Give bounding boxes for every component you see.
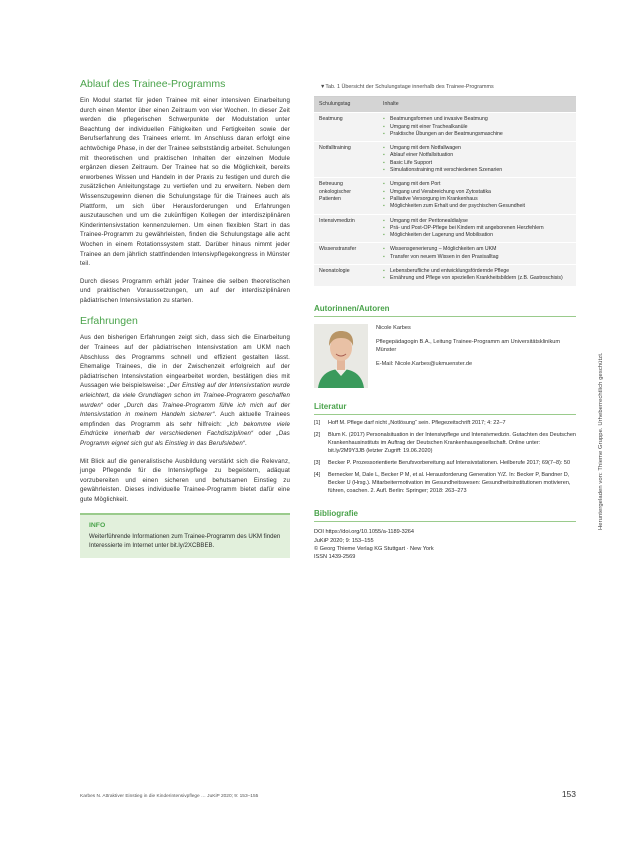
table-row (314, 243, 576, 265)
author-card (314, 324, 576, 388)
reference-item (314, 471, 576, 495)
table-cell-inhalte (378, 243, 576, 265)
list-item: ▪ Wissensgenerierung – Möglichkeiten am UKM (383, 246, 571, 253)
table-cell-inhalte (378, 113, 576, 142)
reference-number: [4] (314, 472, 321, 479)
table-header-inhalte: Inhalte (378, 97, 576, 113)
reference-item (314, 431, 576, 455)
bibliografie-line: JuKiP 2020; 9: 153–155 (314, 537, 374, 544)
list-item: ▪ Praktische Übungen an der Beatmungsmaschine (383, 131, 571, 138)
reference-number: [2] (314, 431, 321, 438)
list-item: ▪ Möglichkeiten der Lagerung und Mobilisation (383, 232, 571, 239)
table-row (314, 142, 576, 178)
reference-item (314, 419, 576, 427)
reference-text: Hoff M. Pflege darf nicht „Notlösung“ sein. Pflegezeitschrift 2017; 4: 22–7 (328, 419, 506, 426)
reference-number: [3] (314, 460, 321, 467)
text-run: oder (103, 401, 125, 409)
table-header-row (314, 97, 576, 113)
bibliografie-heading: Bibliografie (314, 509, 576, 522)
list-item: ▪ Transfer von neuem Wissen in den Praxisalltag (383, 254, 571, 261)
info-box (80, 513, 290, 558)
table-cell-inhalte (378, 214, 576, 243)
paragraph-erfahrungen-2: Mit Blick auf die generalistische Ausbildung verstärkt sich die Relevanz, junge Pflegende für die Intensivpflege zu begeistern, adäquat vorzubereiten und einen sicheren und behutsamen Einstieg zu gewährleisten. Dieses individuelle Trainee-Programm bietet dafür eine gute Möglichkeit. (80, 457, 290, 503)
author-name: Nicole Karbes (376, 324, 411, 331)
text-run: oder (253, 430, 277, 438)
table-cell-schulungstag: Beatmung (314, 113, 378, 142)
side-copyright-note: Heruntergeladen von: Thieme Gruppe. Urheberrechtlich geschützt. (598, 352, 604, 530)
content-list (383, 145, 571, 174)
info-text: Weiterführende Informationen zum Trainee-Programm des UKM finden Interessierte im Internet unter bit.ly/2XCBBEB. (89, 532, 281, 549)
list-item: ▪ Simulationstraining mit verschiedenen Szenarien (383, 167, 571, 174)
list-item: ▪ Umgang mit dem Port (383, 181, 571, 188)
bibliografie-block (314, 528, 576, 561)
list-item: ▪ Umgang mit einer Trachealkanüle (383, 124, 571, 131)
list-item: ▪ Basic Life Support (383, 160, 571, 167)
quote: „Das Programm eignet sich gut als Einstieg in das Berufsleben“ (80, 430, 290, 447)
table-cell-schulungstag: Neonatologie (314, 265, 378, 286)
paragraph-erfahrungen-1 (80, 333, 290, 448)
content-list (383, 268, 571, 283)
reference-list (314, 419, 576, 496)
paragraph-ablauf-1: Ein Modul startet für jeden Trainee mit einer intensiven Einarbeitung durch einen Mentor über einen Zeitraum von vier Wochen. In dieser Zeit werden die pflegerischen Schwerpunkte der Modulstation unter Beachtung der individuellen Fähigkeiten und Fertigkeiten sowie der Berufserfahrung des Trainees erlernt. Im Anschluss daran erfolgt eine achtwöchige Phase, in der der Trainee selbstständig arbeitet. Schulungen mit theoretischen und praktischen Inhalten der einzelnen Module ergänzen diesen Zeitraum. Der Trainee hat so die Möglichkeit, bereits erworbenes Wissen und Handeln in der Praxis zu festigen und durch die zusätzlichen Anleitungstage zu vertiefen und zu erweitern. Neben dem Wissenszugewinn dienen die Schulungstage für die Trainees auch als Plattform, um sich über Herausforderungen und Erfahrungen auszutauschen und um die zukünftigen Kollegen der interdisziplinären Kinderintensivstation kennenzulernen. Um einen flexiblen Start in das Trainee-Programm zu gewährleisten, finden die Schulungstage alle acht Wochen in einem Rotationssystem statt. Darüber hinaus nimmt jeder Trainee an dem jährlich stattfindenden Intensivpflegekongress in Münster teil. (80, 97, 290, 268)
table-caption: ▼Tab. 1 Übersicht der Schulungstage innerhalb des Trainee-Programms (320, 84, 494, 90)
list-item: ▪ Prä- und Post-OP-Pflege bei Kindern mit angeborenen Herzfehlern (383, 225, 571, 232)
author-bio: Pflegepädagogin B.A., Leitung Trainee-Programm am Universitätsklinikum Münster (376, 338, 561, 354)
right-column (314, 84, 576, 562)
quote: „Durch das Trainee-Programm fühle ich mich auf der Intensivstation in meinem Handeln sicherer“ (80, 401, 290, 419)
table-cell-schulungstag: Betreuung onkologischer Patienten (314, 178, 378, 214)
reference-text: Bernecker M, Dale L, Becker P M, et al. Herausforderung Generation Y/Z. In: Becker P, Bandner D, Becker U (Hrsg.). Mitarbeitermotivation im Gesundheitswesen: Gesundheitsinstitutionen motivieren, führen, coachen. 2. Aufl. Berlin: Springer; 2018: 263–273 (328, 472, 571, 495)
bibliografie-line: © Georg Thieme Verlag KG Stuttgart · New York (314, 545, 434, 552)
list-item: ▪ Lebensberufliche und entwicklungsfördernde Pflege (383, 268, 571, 275)
list-item: ▪ Umgang mit dem Notfallwagen (383, 145, 571, 152)
table-cell-inhalte (378, 142, 576, 178)
section-heading-erfahrungen: Erfahrungen (80, 315, 138, 328)
left-column (80, 78, 290, 558)
content-list (383, 181, 571, 210)
bibliografie-line: DOI https://doi.org/10.1055/a-1189-3264 (314, 529, 415, 536)
literature-heading: Literatur (314, 402, 576, 415)
list-item: ▪ Ablauf einer Notfallsituation (383, 152, 571, 159)
reference-number: [1] (314, 419, 321, 426)
table-container (314, 96, 576, 286)
author-photo-icon (314, 324, 368, 388)
author-info (376, 324, 576, 388)
reference-item (314, 459, 576, 467)
schulungstage-table (314, 97, 576, 286)
text-run: . (245, 440, 247, 447)
table-cell-schulungstag: Intensivmedizin (314, 214, 378, 243)
table-row (314, 265, 576, 286)
avatar (314, 324, 368, 388)
table-header-schulungstag: Schulungstag (314, 97, 378, 113)
table-body (314, 113, 576, 286)
table-cell-inhalte (378, 178, 576, 214)
bibliografie-line: ISSN 1439-2569 (314, 554, 356, 561)
content-list (383, 116, 571, 138)
page-number: 153 (561, 789, 576, 799)
table-row (314, 113, 576, 142)
author-email: E-Mail: Nicole.Karbes@ukmuenster.de (376, 361, 473, 368)
list-item: ▪ Palliative Versorgung im Krankenhaus (383, 196, 571, 203)
authors-heading: Autorinnen/Autoren (314, 304, 576, 317)
table-cell-schulungstag: Notfalltraining (314, 142, 378, 178)
reference-text: Becker P. Prozessorientierte Berufsvorbereitung auf Intensivstationen. Heilberufe 2017; 69(7–8): 50 (328, 460, 571, 467)
list-item: ▪ Möglichkeiten zum Erhalt und der psychischen Gesundheit (383, 203, 571, 210)
quote: „Ich bekomme viele Eindrücke innerhalb der verschiedenen Fachdisziplinen“ (80, 420, 290, 438)
footer-citation: Karbes N. Attraktiver Einstieg in die Kinderintensivpflege … JuKiP 2020; 9: 153–155 (80, 794, 259, 799)
paragraph-ablauf-2: Durch dieses Programm erhält jeder Trainee die selben theoretischen und praktischen Voraussetzungen, um auf der interdisziplinären pädiatrischen Intensivstation zu starten. (80, 277, 290, 304)
table-row (314, 178, 576, 214)
content-list (383, 246, 571, 261)
text-run: Aus den bisherigen Erfahrungen zeigt sich, dass sich die Einarbeitung der Trainees auf der pädiatrischen Intensivstation am UKM nach Abschluss des Programms schnell und effizient gestalten lässt. Ehemalige Trainees, die in der Zwischenzeit erfolgreich auf der pädiatrischen Intensivstation eingearbeitet worden, bestätigen dies mit Aussagen wie beispielsweise: (80, 334, 290, 390)
list-item: ▪ Umgang und Verabreichung von Zytostatika (383, 189, 571, 196)
list-item: ▪ Umgang mit der Peritonealdialyse (383, 218, 571, 225)
content-list (383, 218, 571, 240)
table-cell-inhalte (378, 265, 576, 286)
reference-text: Blum K. (2017) Personalsituation in der Intensivpflege und Intensivmedizin. Gutachten des Deutschen Krankenhausinstituts im Auftrag der Deutschen Krankenhausgesellschaft. Online unter: bit.ly/2M9Y3JB (letzter Zugriff: 19.06.2020) (328, 431, 576, 454)
info-title: INFO (89, 521, 106, 529)
list-item: ▪ Ernährung und Pflege von speziellen Krankheitsbildern (z.B. Gastroschisis) (383, 275, 571, 282)
table-row (314, 214, 576, 243)
list-item: ▪ Beatmungsformen und invasive Beatmung (383, 116, 571, 123)
footer (80, 789, 576, 799)
text-run: . Auch aktuelle Trainees empfinden das Programm als sehr hilfreich: (80, 411, 290, 428)
section-heading-ablauf: Ablauf des Trainee-Programms (80, 78, 226, 90)
quote: „Der Einstieg auf der Intensivstation wurde erleichtert, da viele Grundlagen schon im Trainee-Programm geschaffen wurden“ (80, 382, 290, 409)
table-cell-schulungstag: Wissenstransfer (314, 243, 378, 265)
